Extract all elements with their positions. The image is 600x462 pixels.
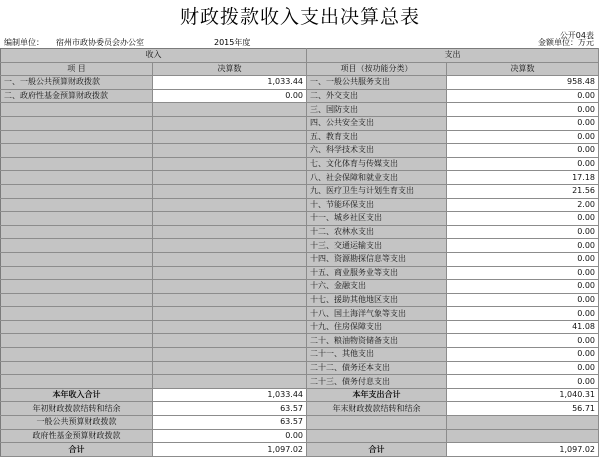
table-row: [1, 130, 599, 144]
expense-item-value: 0.00: [447, 89, 599, 103]
expense-item-value: 0.00: [447, 266, 599, 280]
table-row: [1, 76, 599, 90]
expense-item-value: 0.00: [447, 293, 599, 307]
table-row: [1, 212, 599, 226]
expense-item-label: 十九、住房保障支出: [307, 320, 447, 334]
income-total-row: [1, 388, 599, 402]
report-meta: [0, 38, 600, 48]
expense-item-value: 0.00: [447, 130, 599, 144]
table-row: [1, 225, 599, 239]
table-row: [1, 266, 599, 280]
table-row: [1, 252, 599, 266]
expense-item-value: 0.00: [447, 116, 599, 130]
expense-total-value: 1,040.31: [447, 388, 599, 402]
table-row: [1, 171, 599, 185]
income-item-value: 0.00: [153, 89, 307, 103]
income-item-value: 1,033.44: [153, 76, 307, 90]
expense-item-value: 21.56: [447, 184, 599, 198]
section-header-row: [1, 49, 599, 63]
expense-item-label: 十、节能环保支出: [307, 198, 447, 212]
expense-item-value: 0.00: [447, 157, 599, 171]
expense-item-label: 八、社会保障和就业支出: [307, 171, 447, 185]
expense-item-value: 0.00: [447, 239, 599, 253]
expense-item-value: 0.00: [447, 225, 599, 239]
expense-item-label: 十四、资源勘探信息等支出: [307, 252, 447, 266]
carry-general-value: 63.57: [153, 416, 307, 430]
income-amount-header: 决算数: [153, 62, 307, 76]
expense-total-label: 本年支出合计: [307, 388, 447, 402]
expense-item-label: 九、医疗卫生与计划生育支出: [307, 184, 447, 198]
table-row: [1, 157, 599, 171]
expense-amount-header: 决算数: [447, 62, 599, 76]
expense-item-value: 0.00: [447, 212, 599, 226]
expense-item-value: 0.00: [447, 348, 599, 362]
expense-item-label: 二十、粮油物资储备支出: [307, 334, 447, 348]
unit-value: 宿州市政协委员会办公室: [56, 38, 144, 47]
expense-item-label: 十五、商业服务业等支出: [307, 266, 447, 280]
table-row: [1, 280, 599, 294]
expense-item-value: 0.00: [447, 361, 599, 375]
income-total-value: 1,033.44: [153, 388, 307, 402]
table-row: [1, 239, 599, 253]
grand-income-label: 合计: [1, 443, 153, 457]
expense-item-label: 十二、农林水支出: [307, 225, 447, 239]
expense-item-label: 十三、交通运输支出: [307, 239, 447, 253]
table-row: [1, 348, 599, 362]
unit-label: 编制单位：: [4, 38, 44, 47]
expense-item-value: 17.18: [447, 171, 599, 185]
expense-item-label: 二十一、其他支出: [307, 348, 447, 362]
table-row: [1, 144, 599, 158]
expense-item-value: 0.00: [447, 307, 599, 321]
income-item-label: 一、一般公共预算财政拨款: [1, 76, 153, 90]
carry-in-value: 63.57: [153, 402, 307, 416]
carry-fund-label: 政府性基金预算财政拨款: [1, 429, 153, 443]
carry-row: [1, 402, 599, 416]
expense-item-label: 二、外交支出: [307, 89, 447, 103]
expense-item-value: 2.00: [447, 198, 599, 212]
income-item-header: 项 目: [1, 62, 153, 76]
carry-out-label: 年末财政拨款结转和结余: [307, 402, 447, 416]
grand-total-row: [1, 443, 599, 457]
expense-item-label: 四、公共安全支出: [307, 116, 447, 130]
table-row: [1, 89, 599, 103]
expense-item-label: 五、教育支出: [307, 130, 447, 144]
expense-item-label: 二十三、债务付息支出: [307, 375, 447, 389]
grand-expense-value: 1,097.02: [447, 443, 599, 457]
table-row: [1, 116, 599, 130]
carry-general-row: [1, 416, 599, 430]
money-unit: 金额单位：万元: [538, 38, 594, 47]
expense-item-value: 0.00: [447, 375, 599, 389]
expense-item-value: 0.00: [447, 280, 599, 294]
carry-general-label: 一般公共预算财政拨款: [1, 416, 153, 430]
expense-item-value: 0.00: [447, 334, 599, 348]
report-title: 财政拨款收入支出决算总表: [179, 6, 420, 28]
table-row: [1, 375, 599, 389]
expense-item-value: 958.48: [447, 76, 599, 90]
carry-out-value: 56.71: [447, 402, 599, 416]
column-header-row: [1, 62, 599, 76]
carry-in-label: 年初财政拨款结转和结余: [1, 402, 153, 416]
table-row: [1, 293, 599, 307]
income-total-label: 本年收入合计: [1, 388, 153, 402]
carry-fund-value: 0.00: [153, 429, 307, 443]
table-row: [1, 361, 599, 375]
expense-item-label: 七、文化体育与传媒支出: [307, 157, 447, 171]
table-row: [1, 307, 599, 321]
expense-item-label: 十六、金融支出: [307, 280, 447, 294]
table-row: [1, 320, 599, 334]
form-code: 公开04表: [559, 31, 594, 40]
expense-item-label: 十一、城乡社区支出: [307, 212, 447, 226]
expense-item-label: 六、科学技术支出: [307, 144, 447, 158]
income-item-label: 二、政府性基金预算财政拨款: [1, 89, 153, 103]
grand-income-value: 1,097.02: [153, 443, 307, 457]
table-row: [1, 184, 599, 198]
table-row: [1, 198, 599, 212]
expense-item-label: 十八、国土海洋气象等支出: [307, 307, 447, 321]
carry-fund-row: [1, 429, 599, 443]
expense-section-header: 支出: [307, 49, 599, 63]
expense-item-value: 41.08: [447, 320, 599, 334]
expense-item-header: 项目（按功能分类）: [307, 62, 447, 76]
expense-item-value: 0.00: [447, 144, 599, 158]
expense-item-value: 0.00: [447, 103, 599, 117]
expense-item-value: 0.00: [447, 252, 599, 266]
income-section-header: 收入: [1, 49, 307, 63]
grand-expense-label: 合计: [307, 443, 447, 457]
expense-item-label: 二十二、债务还本支出: [307, 361, 447, 375]
report-year: 2015年度: [214, 38, 251, 47]
expense-item-label: 一、一般公共服务支出: [307, 76, 447, 90]
table-row: [1, 334, 599, 348]
expense-item-label: 三、国防支出: [307, 103, 447, 117]
table-row: [1, 103, 599, 117]
budget-table: [0, 48, 599, 457]
expense-item-label: 十七、援助其他地区支出: [307, 293, 447, 307]
